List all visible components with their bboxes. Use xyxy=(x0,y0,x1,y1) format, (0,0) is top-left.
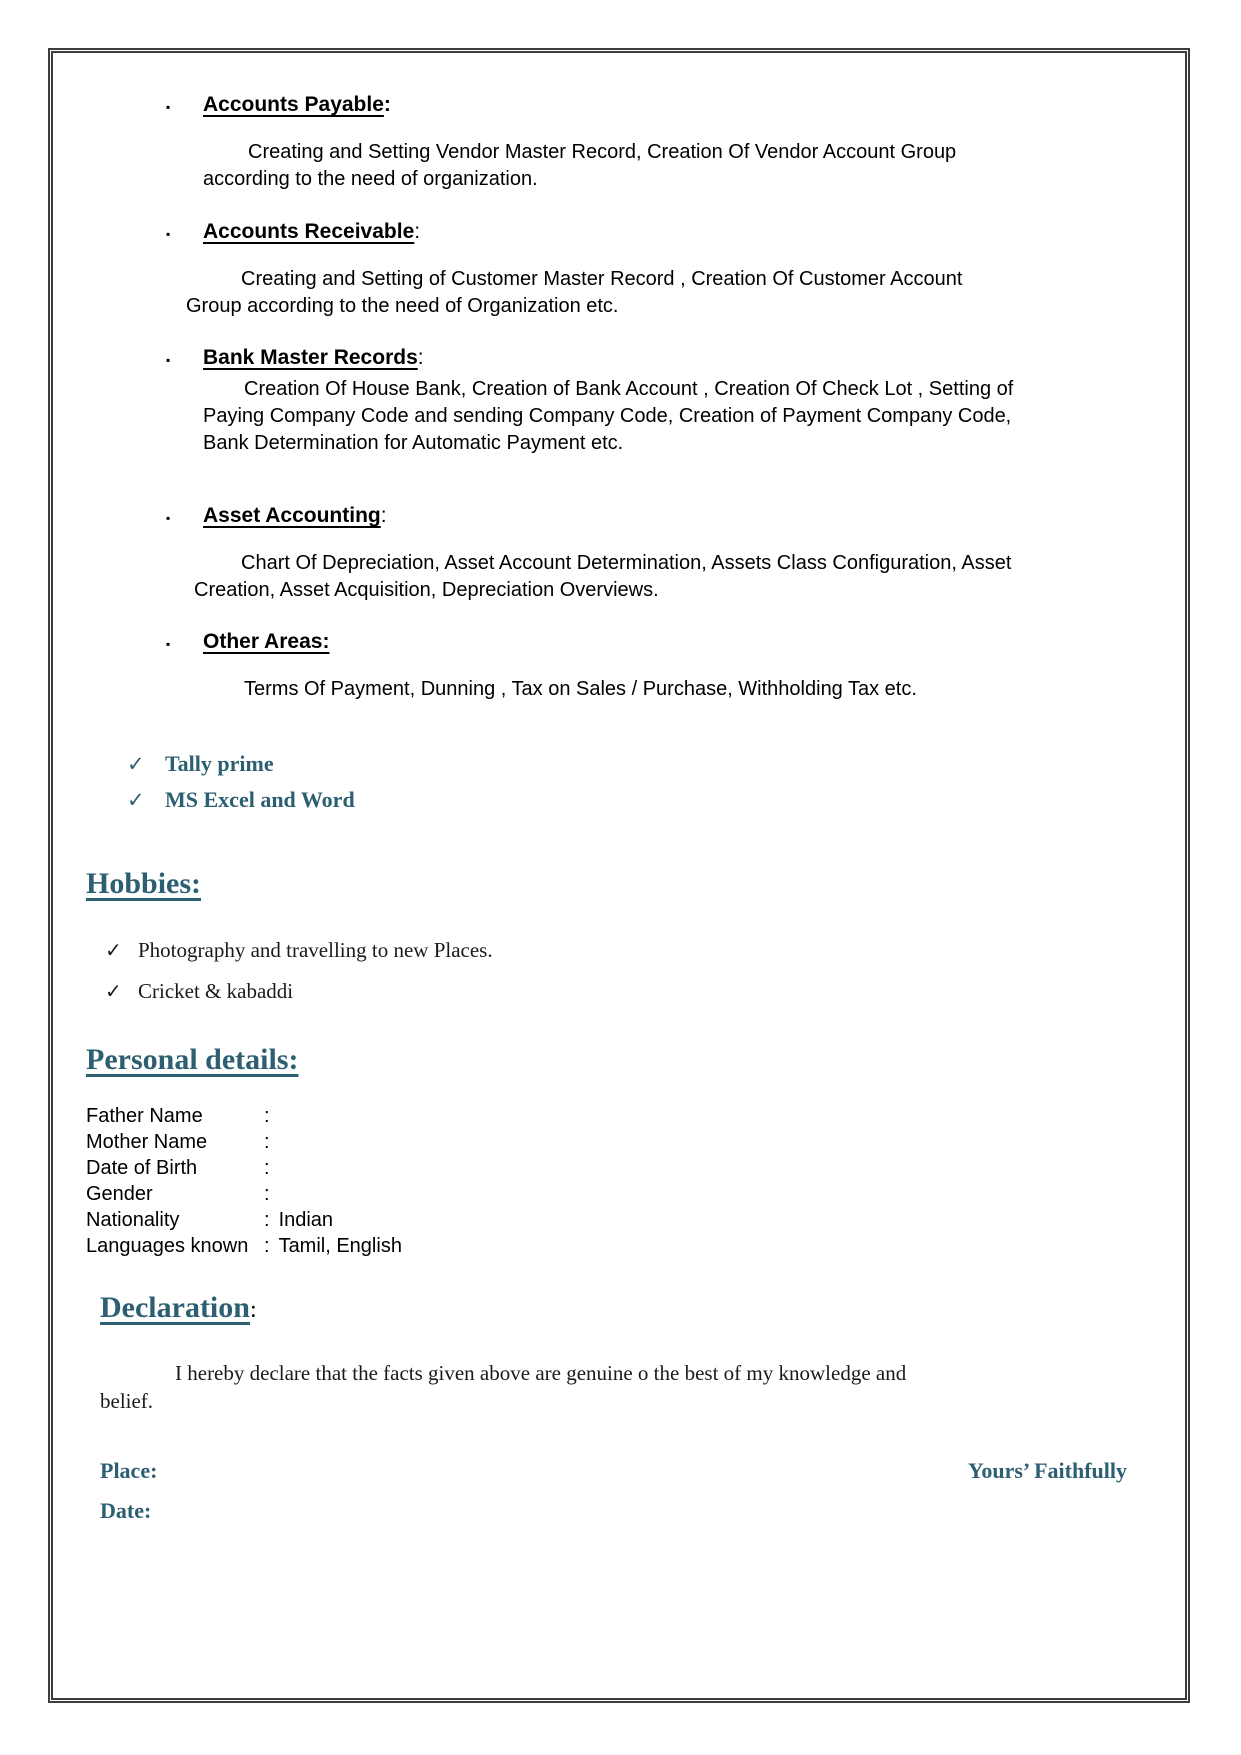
detail-colon: : xyxy=(264,1183,270,1205)
personal-detail-row xyxy=(86,1103,1155,1129)
software-tools-list xyxy=(86,746,1155,818)
bullet-title-colon: : xyxy=(417,346,424,369)
declaration-heading-text: Declaration xyxy=(100,1291,250,1324)
bullet-title-colon: : xyxy=(380,504,387,527)
hobbies-heading-text: Hobbies: xyxy=(86,867,202,900)
bullet-block xyxy=(86,344,1155,457)
personal-details-table xyxy=(86,1103,1155,1259)
bullet-title-colon: : xyxy=(383,93,391,116)
detail-colon: : xyxy=(264,1209,270,1231)
hobbies-heading xyxy=(86,866,1155,902)
bullet-heading xyxy=(86,344,1155,374)
hobby-label: Photography and travelling to new Places. xyxy=(138,938,493,962)
hobby-label: Cricket & kabaddi xyxy=(138,979,294,1003)
detail-label: Languages known xyxy=(86,1235,249,1257)
signature-row xyxy=(86,1457,1155,1485)
bullet-title: Accounts Payable xyxy=(203,93,384,116)
hobbies-list xyxy=(86,930,1155,1012)
detail-colon: : xyxy=(264,1235,270,1257)
declaration-heading xyxy=(100,1290,1155,1328)
bullet-heading xyxy=(86,218,1155,248)
detail-colon: : xyxy=(264,1157,270,1179)
tool-list-item xyxy=(86,746,1155,782)
personal-detail-row xyxy=(86,1233,1155,1259)
bullet-title: Asset Accounting xyxy=(203,504,381,527)
tool-list-item xyxy=(86,782,1155,818)
detail-label: Father Name xyxy=(86,1105,203,1127)
detail-colon: : xyxy=(264,1131,270,1153)
check-icon: ✓ xyxy=(105,940,122,962)
place-label: Place: xyxy=(100,1458,158,1483)
square-bullet-icon: ▪ xyxy=(166,353,171,367)
square-bullet-icon: ▪ xyxy=(166,100,171,114)
bullet-title: Accounts Receivable xyxy=(203,220,415,243)
detail-label: Nationality xyxy=(86,1209,180,1231)
declaration-heading-colon: : xyxy=(249,1297,257,1323)
personal-detail-row xyxy=(86,1181,1155,1207)
hobby-list-item xyxy=(86,930,1155,971)
personal-details-heading xyxy=(86,1042,1155,1078)
page-border-frame xyxy=(48,48,1190,1703)
detail-value: Indian xyxy=(278,1209,334,1231)
square-bullet-icon: ▪ xyxy=(166,637,171,651)
personal-detail-row xyxy=(86,1129,1155,1155)
bullet-title-colon: : xyxy=(414,220,421,243)
check-icon: ✓ xyxy=(105,981,122,1003)
bullet-description: Creation Of House Bank, Creation of Bank Account , Creation Of Check Lot , Setting of Paying Company Code and sending Company Code, Creation of Payment Company Code, Bank Determination for Automatic Payment etc. xyxy=(203,378,1014,454)
tool-label: Tally prime xyxy=(165,751,274,776)
declaration-text: I hereby declare that the facts given above are genuine o the best of my knowledge and belief. xyxy=(100,1361,907,1413)
personal-detail-row xyxy=(86,1155,1155,1181)
bullet-heading xyxy=(86,502,1155,532)
personal-details-heading-text: Personal details: xyxy=(86,1043,299,1076)
functional-skills-section xyxy=(86,91,1155,703)
square-bullet-icon: ▪ xyxy=(166,227,171,241)
detail-label: Date of Birth xyxy=(86,1157,198,1179)
check-icon: ✓ xyxy=(127,752,145,776)
bullet-block xyxy=(86,218,1155,320)
hobby-list-item xyxy=(86,971,1155,1012)
personal-detail-row xyxy=(86,1207,1155,1233)
detail-colon: : xyxy=(264,1105,270,1127)
bullet-heading xyxy=(86,91,1155,121)
square-bullet-icon: ▪ xyxy=(166,511,171,525)
bullet-heading xyxy=(86,628,1155,658)
bullet-block xyxy=(86,91,1155,193)
date-label: Date: xyxy=(100,1498,152,1523)
bullet-title-colon: : xyxy=(322,630,330,653)
bullet-block xyxy=(86,628,1155,703)
bullet-description: Terms Of Payment, Dunning , Tax on Sales / Purchase, Withholding Tax etc. xyxy=(244,678,917,700)
bullet-description: Creating and Setting of Customer Master Record , Creation Of Customer Account Group according to the need of Organization etc. xyxy=(186,268,963,317)
bullet-description: Creating and Setting Vendor Master Record, Creation Of Vendor Account Group according to the need of organization. xyxy=(203,141,957,190)
bullet-title: Other Areas xyxy=(203,630,323,653)
bullet-title: Bank Master Records xyxy=(203,346,418,369)
tool-label: MS Excel and Word xyxy=(165,787,355,812)
detail-value: Tamil, English xyxy=(278,1235,402,1257)
bullet-description: Chart Of Depreciation, Asset Account Determination, Assets Class Configuration, Asset Creation, Asset Acquisition, Depreciation Overviews. xyxy=(194,552,1012,601)
detail-label: Mother Name xyxy=(86,1131,208,1153)
check-icon: ✓ xyxy=(127,788,145,812)
bullet-block xyxy=(86,502,1155,604)
closing-label: Yours’ Faithfully xyxy=(967,1458,1127,1483)
detail-label: Gender xyxy=(86,1183,153,1205)
